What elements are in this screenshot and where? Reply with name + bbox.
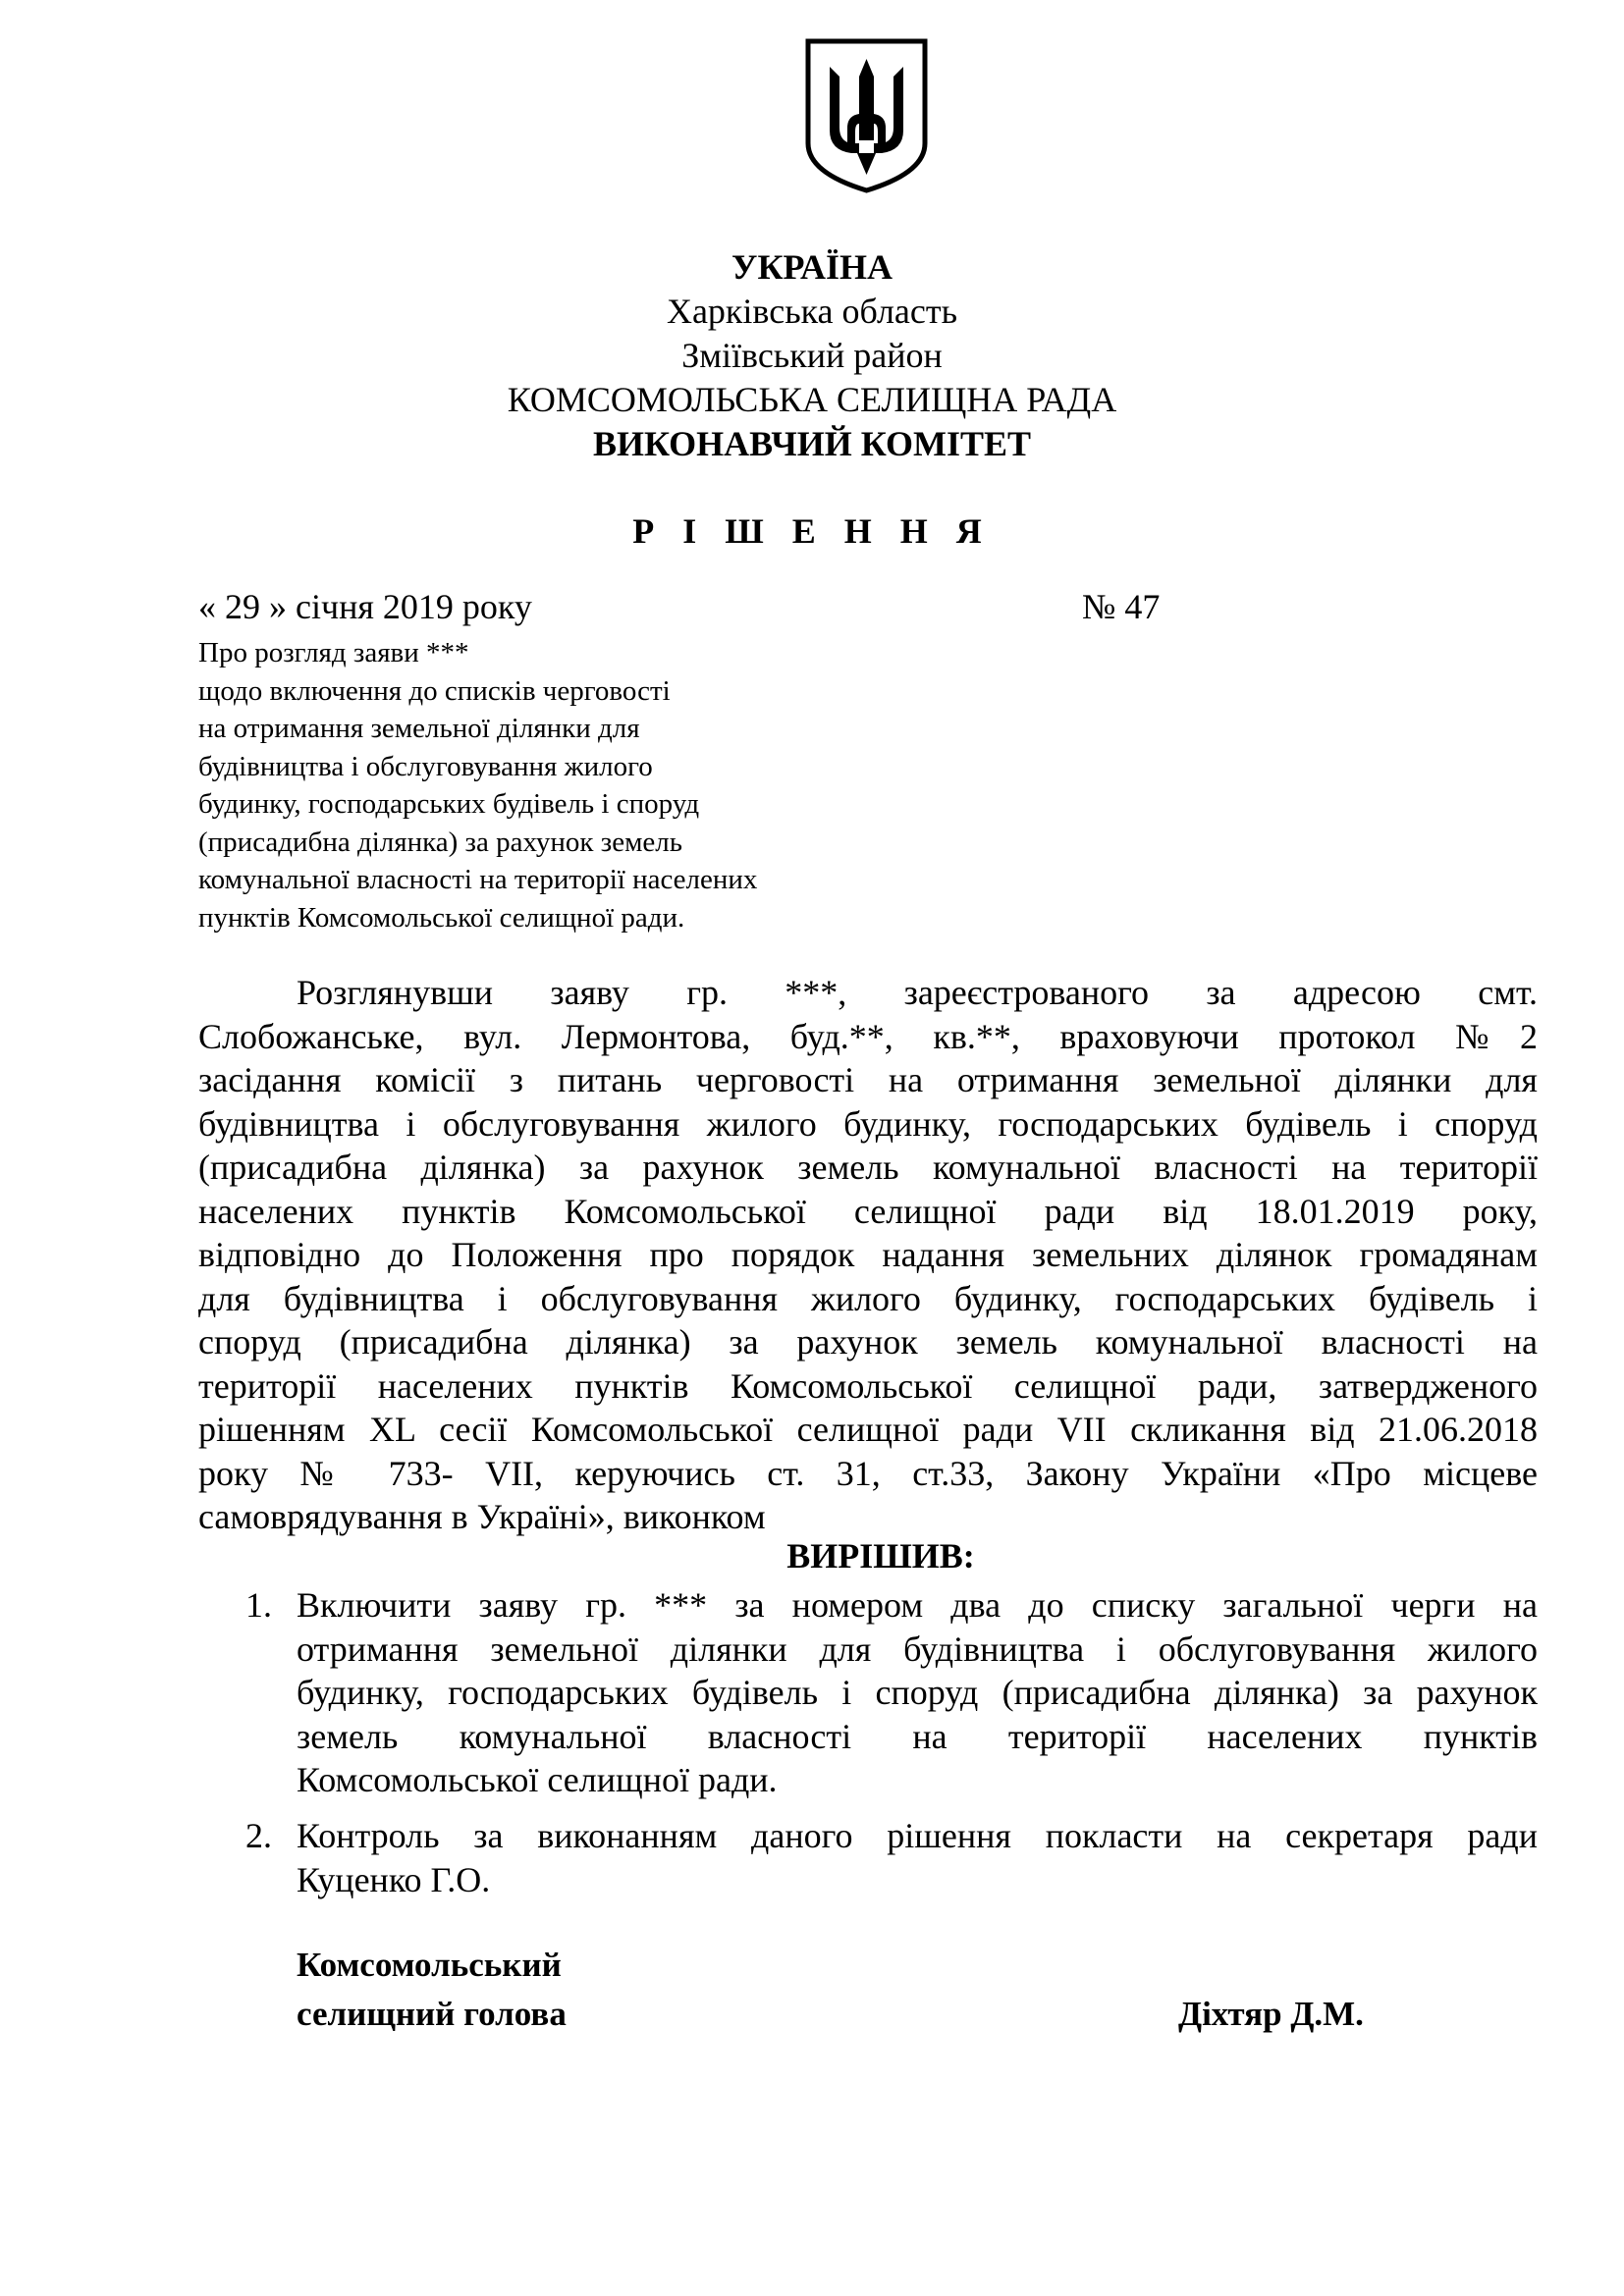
body-line: для будівництва і обслуговування жилого будинку, господарських будівель і — [198, 1278, 1538, 1318]
body-line: (присадибна ділянка) за рахунок земель комунальної власності на території — [198, 1148, 1538, 1187]
body-line: засідання комісії з питань черговості на отримання земельної ділянки для — [198, 1060, 1538, 1099]
body-line: населених пунктів Комсомольської селищної ради від 18.01.2019 року, — [198, 1191, 1538, 1231]
subject-line: будівництва і обслуговування жилого — [198, 750, 653, 782]
item-number: 2. — [245, 1816, 272, 1855]
subject-line: Про розгляд заяви *** — [198, 637, 469, 668]
resolved-heading: ВИРІШИВ: — [786, 1536, 975, 1575]
body-line: будівництва і обслуговування жилого будинку, господарських будівель і споруд — [198, 1103, 1538, 1144]
item-line: Включити заяву гр. *** за номером два до списку загальної черги на — [297, 1585, 1538, 1625]
decision-subject — [198, 634, 757, 936]
district-name: Зміївський район — [681, 336, 943, 375]
subject-line: щодо включення до списків черговості — [198, 674, 671, 707]
decision-number: № 47 — [1082, 587, 1161, 626]
document-header — [0, 245, 1624, 466]
resolution-item — [245, 1814, 1538, 1901]
decision-title: Р І Ш Е Н Н Я — [632, 511, 992, 551]
resolution-item — [245, 1583, 1538, 1802]
country-name: УКРАЇНА — [731, 247, 893, 287]
subject-line: на отримання земельної ділянки для — [198, 713, 640, 744]
body-line: території населених пунктів Комсомольської селищної ради, затвердженого — [198, 1365, 1538, 1406]
item-line: Комсомольської селищної ради. — [297, 1760, 778, 1799]
decision-date: « 29 » січня 2019 року — [198, 587, 532, 626]
signatory-position — [297, 1941, 567, 2039]
body-line: відповідно до Положення про порядок надання земельних ділянок громадянам — [198, 1235, 1538, 1274]
subject-line: пунктів Комсомольської селищної ради. — [198, 901, 685, 934]
body-line: споруд (присадибна ділянка) за рахунок земель комунальної власності на — [198, 1322, 1538, 1362]
item-line: Контроль за виконанням даного рішення покласти на секретаря ради — [297, 1816, 1538, 1855]
item-line: Куценко Г.О. — [297, 1859, 491, 1899]
committee-name: ВИКОНАВЧИЙ КОМІТЕТ — [592, 424, 1032, 463]
body-line: рішенням XL сесії Комсомольської селищної ради VII скликання від 21.06.2018 — [198, 1410, 1538, 1449]
subject-line: будинку, господарських будівель і споруд — [198, 788, 700, 820]
body-line: самоврядування в Україні», виконком — [198, 1497, 766, 1536]
coat-of-arms-trident-icon — [800, 37, 933, 194]
decision-preamble — [198, 971, 1538, 1539]
body-line: року № 733- VII, керуючись ст. 31, ст.33, Закону України «Про місцеве — [198, 1453, 1538, 1493]
body-line: Розглянувши заяву гр. ***, зареєстрованого за адресою смт. — [297, 973, 1538, 1012]
region-name: Харківська область — [666, 292, 958, 331]
position-line: Комсомольський — [297, 1946, 562, 1984]
item-line: будинку, господарських будівель і споруд (присадибна ділянка) за рахунок — [297, 1673, 1538, 1712]
body-line: Слобожанське, вул. Лермонтова, буд.**, кв.**, враховуючи протокол №2 — [198, 1016, 1538, 1056]
position-line: селищний голова — [297, 1995, 567, 2033]
item-number: 1. — [245, 1585, 272, 1625]
subject-line: (присадибна ділянка) за рахунок земель — [198, 826, 682, 858]
item-line: земель комунальної власності на території населених пунктів — [297, 1716, 1538, 1756]
council-name: КОМСОМОЛЬСЬКА СЕЛИЩНА РАДА — [507, 380, 1117, 419]
item-line: отримання земельної ділянки для будівництва і обслуговування жилого — [297, 1629, 1538, 1669]
subject-line: комунальної власності на території населених — [198, 864, 758, 895]
signatory-name: Діхтяр Д.М. — [1178, 1995, 1364, 2033]
